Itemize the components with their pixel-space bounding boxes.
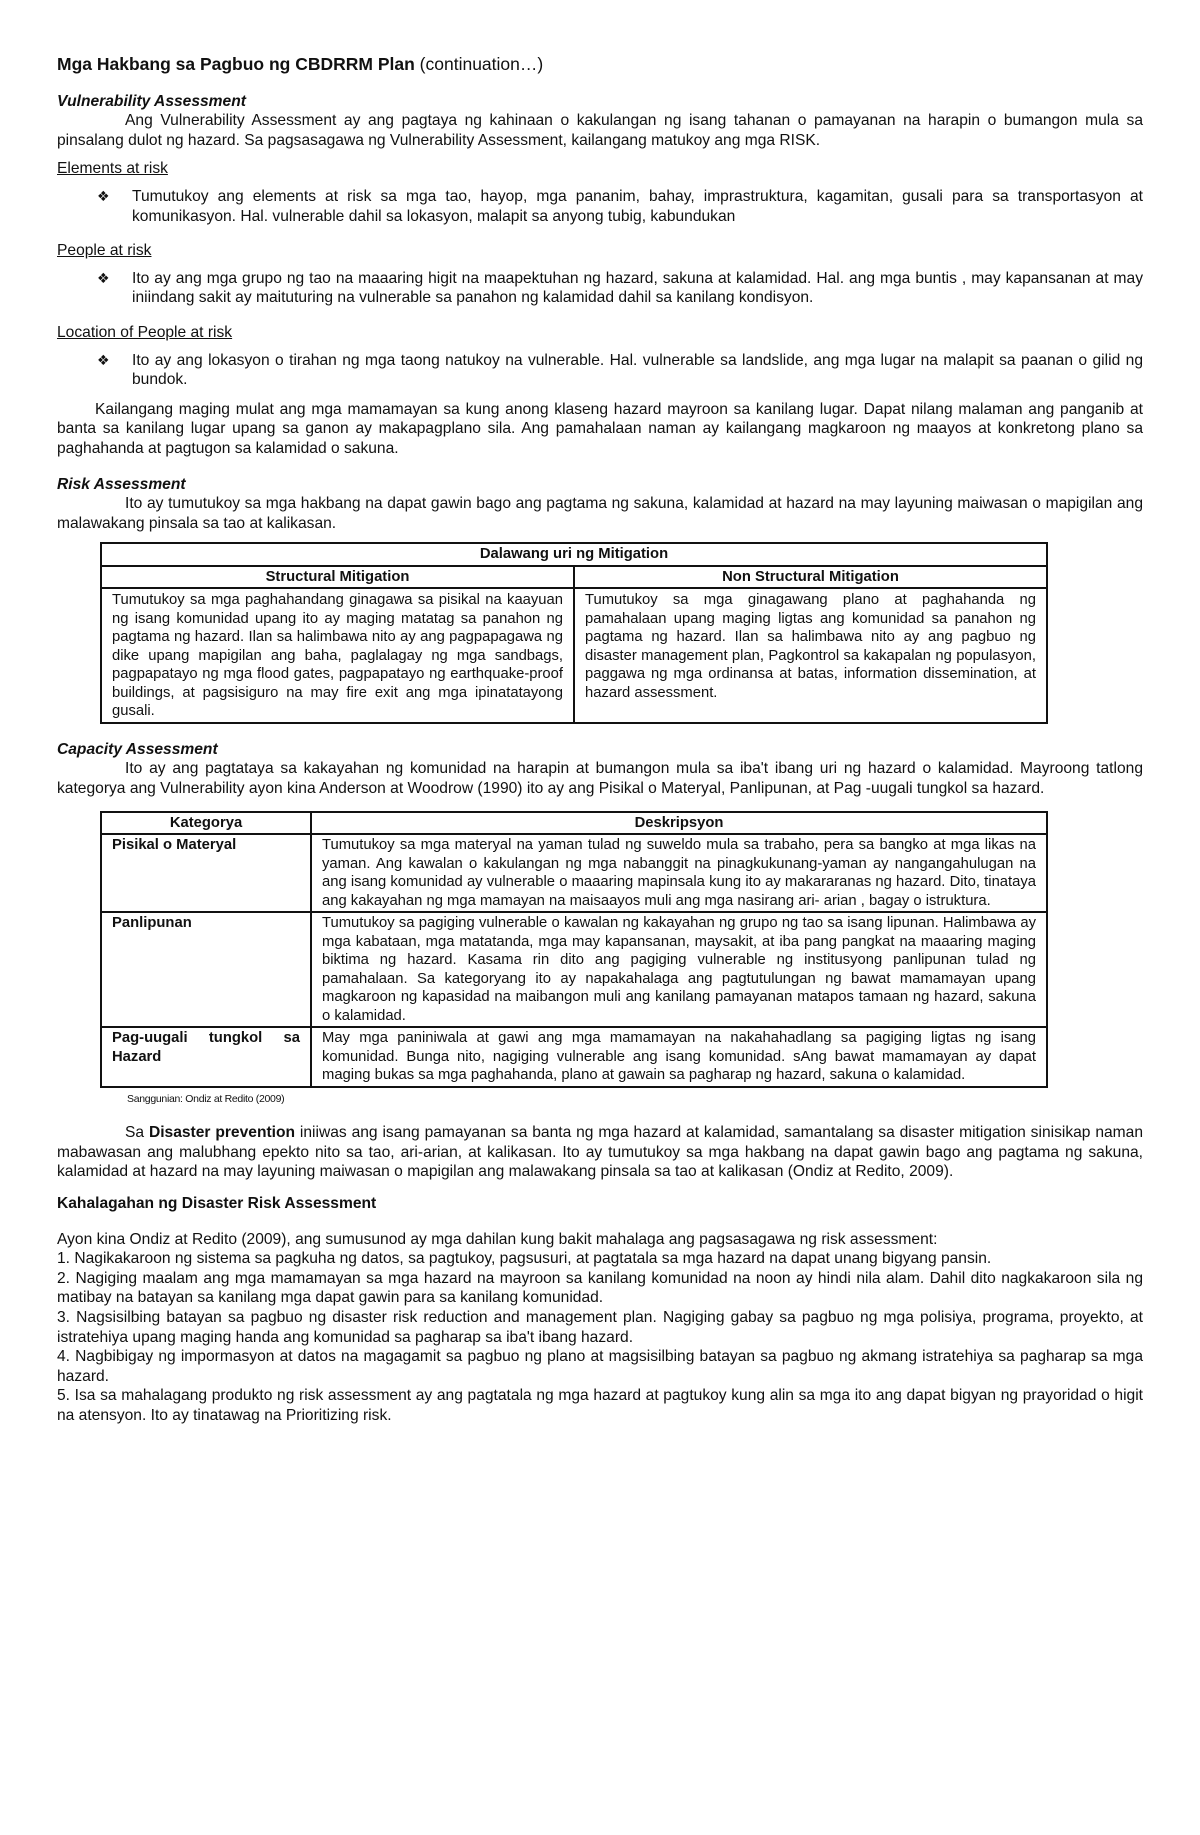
- non-structural-cell: Tumutukoy sa mga ginagawang plano at paghahanda ng pamahalaan upang maging ligtas ang komunidad sa panahon ng pagtama ng hazard. Ilan sa halimbawa nito ay ang pagbuo ng disaster management plan, Pagkontrol sa kakapalan ng populasyon, paggawa ng mga ordinansa at batas, information dissemination, at hazard assessment.: [574, 588, 1047, 723]
- importance-heading: Kahalagahan ng Disaster Risk Assessment: [57, 1194, 377, 1212]
- location-at-risk-bullet: [57, 351, 1143, 390]
- people-at-risk-text: Ito ay ang mga grupo ng tao na maaaring higit na maapektuhan ng hazard, sakuna at kalamidad. Hal. ang mga buntis , may kapansanan at may iniindang sakit ay maituturing na vulnerable sa panahon ng kalamidad dahil sa kanilang kondisyon.: [132, 269, 1143, 307]
- page-title: [57, 55, 1143, 75]
- prevention-post: iniiwas ang isang pamayanan sa banta ng mga hazard at kalamidad, samantalang sa disaster mitigation sinisikap naman mabawasan ang malubhang epekto nito sa tao, ari-arian, at kalikasan. Ito ay tumutukoy sa mga hakbang na dapat gawin bago ang pagtama ng sakuna, kalamidad at hazard na may layuning maiwasan o mapigilan ang malawakang pinsala sa tao at kalikasan (Ondiz at Redito, 2009).: [57, 1124, 1144, 1181]
- description-cell: Tumutukoy sa mga materyal na yaman tulad ng suweldo mula sa trabaho, pera sa bangko at mga likas na yaman. Ang kawalan o kakulangan ng mga nabanggit na pinagkukunang-yaman ay nangangahulugan na ang isang komunidad ay vulnerable o maaaring mapinsala kung ito ay makararanas ng hazard. Dito, tinataya ang kakayahan ng mga mamayan na maisaayos muli ang mga nasirang ari- arian , bagay o istruktura.: [311, 834, 1047, 912]
- table-source: Sanggunian: Ondiz at Redito (2009): [127, 1092, 285, 1105]
- elements-at-risk-text: Tumutukoy ang elements at risk sa mga tao, hayop, mga pananim, bahay, imprastruktura, kagamitan, gusali para sa transportasyon at komunikasyon. Hal. vulnerable dahil sa lokasyon, malapit sa anyong tubig, kabundukan: [132, 187, 1143, 225]
- structural-header: Structural Mitigation: [101, 566, 574, 589]
- elements-at-risk-bullet: [57, 187, 1143, 226]
- deskripsyon-header: Deskripsyon: [311, 812, 1047, 835]
- list-item: 5. Isa sa mahalagang produkto ng risk assessment ay ang pagtatala ng mga hazard at pagtukoy kung alin sa mga ito ang dapat bigyan ng prayoridad o higit na atensyon. Ito ay tinatawag na Prioritizing risk.: [57, 1387, 1143, 1424]
- mitigation-body-row: [101, 588, 1047, 723]
- category-cell: Pag-uugali tungkol sa Hazard: [101, 1027, 311, 1087]
- diamond-bullet-icon: ❖: [97, 269, 110, 286]
- table-row: [101, 912, 1047, 1027]
- description-cell: May mga paniniwala at gawi ang mga mamamayan na nakahahadlang sa pagiging ligtas ng isang komunidad. Bunga nito, nagiging vulnerable ang isang komunidad. sAng bawat mamamayan ay dapat maging bukas sa mga paghahanda, plano at gawain sa pagharap ng hazard, sakuna o kalamidad.: [311, 1027, 1047, 1087]
- risk-intro: Ito ay tumutukoy sa mga hakbang na dapat gawin bago ang pagtama ng sakuna, kalamidad at hazard na may layuning maiwasan o mapigilan ang malawakang pinsala sa tao at kalikasan.: [57, 495, 1143, 532]
- people-at-risk-bullet: [57, 269, 1143, 308]
- importance-list: [57, 1249, 1143, 1425]
- category-cell: Panlipunan: [101, 912, 311, 1027]
- page-title-rest: (continuation…): [414, 54, 544, 74]
- list-item: 3. Nagsisilbing batayan sa pagbuo ng disaster risk reduction and management plan. Nagiging gabay sa pagbuo ng mga polisiya, programa, proyekto, at istratehiya upang maging handa ang komunidad sa pagharap sa iba't ibang hazard.: [57, 1308, 1143, 1346]
- location-at-risk-label: Location of People at risk: [57, 323, 233, 341]
- prevention-paragraph: [57, 1123, 1143, 1182]
- table-row: [101, 1027, 1047, 1087]
- capacity-heading: Capacity Assessment: [57, 740, 218, 758]
- prevention-pre: Sa: [125, 1124, 149, 1142]
- mitigation-caption: Dalawang uri ng Mitigation: [101, 543, 1047, 566]
- vulnerability-closing: Kailangang maging mulat ang mga mamamayan sa kung anong klaseng hazard mayroon sa kanilang lugar. Dapat nilang malaman ang panganib at banta sa kanilang lugar upang sa ganon ay makapagplano sila. Ang pamahalaan naman ay kailangang magkaroon ng maayos at konkretong plano sa paghahanda at pagtugon sa kalamidad o sakuna.: [57, 400, 1143, 457]
- document-page: [57, 55, 1143, 1425]
- structural-cell: Tumutukoy sa mga paghahandang ginagawa sa pisikal na kaayuan ng isang komunidad upang ito ay maging matatag sa panahon ng pagtama ng hazard. Ilan sa halimbawa nito ay ang pagpapagawa ng dike upang mapigilan ang baha, paglalagay ng mga sandbags, pagpapatayo ng mga flood gates, pagpapatayo ng earthquake-proof buildings, at pagsisiguro na may fire exit ang mga ipinatatayong gusali.: [101, 588, 574, 723]
- description-cell: Tumutukoy sa pagiging vulnerable o kawalan ng kakayahan ng grupo ng tao sa isang lipunan. Halimbawa ay mga kabataan, mga matatanda, mga may kapansanan, maysakit, at iba pang pangkat na maaaring maging biktima ng hazard. Kasama rin dito ang pagiging vulnerable ng institusyong panlipunan tulad ng pamahalaan. Sa kategoryang ito ay napakahalaga ang pagtutulungan ng bawat mamamayan upang magkaroon ng kapasidad na maibangon muli ang kanilang pamayanan matapos tamaan ng hazard, sakuna o kalamidad.: [311, 912, 1047, 1027]
- vulnerability-intro: Ang Vulnerability Assessment ay ang pagtaya ng kahinaan o kakulangan ng isang tahanan o pamayanan na harapin o bumangon mula sa pinsalang dulot ng hazard. Sa pagsasagawa ng Vulnerability Assessment, kailangang matukoy ang mga RISK.: [57, 112, 1143, 149]
- mitigation-table: [100, 542, 1048, 724]
- people-at-risk-label: People at risk: [57, 242, 152, 260]
- capacity-intro: Ito ay ang pagtataya sa kakayahan ng komunidad na harapin at bumangon mula sa iba't ibang uri ng hazard o kalamidad. Mayroong tatlong kategorya ang Vulnerability ayon kina Anderson at Woodrow (1990) ito ay ang Pisikal o Materyal, Panlipunan, at Pag -uugali tungkol sa hazard.: [57, 760, 1143, 797]
- elements-at-risk-label: Elements at risk: [57, 160, 168, 178]
- capacity-table: [100, 811, 1048, 1088]
- list-item: 4. Nagbibigay ng impormasyon at datos na magagamit sa pagbuo ng plano at magsisilbing batayan sa pagbuo ng akmang istratehiya sa pagharap sa mga hazard.: [57, 1348, 1143, 1385]
- diamond-bullet-icon: ❖: [97, 187, 110, 204]
- importance-intro: Ayon kina Ondiz at Redito (2009), ang sumusunod ay mga dahilan kung bakit mahalaga ang pagsasagawa ng risk assessment:: [57, 1230, 938, 1248]
- mitigation-caption-row: [101, 543, 1047, 566]
- diamond-bullet-icon: ❖: [97, 351, 110, 368]
- mitigation-header-row: [101, 566, 1047, 589]
- location-at-risk-text: Ito ay ang lokasyon o tirahan ng mga taong natukoy na vulnerable. Hal. vulnerable sa landslide, ang mga lugar na malapit sa paanan o gilid ng bundok.: [132, 351, 1143, 389]
- risk-heading: Risk Assessment: [57, 475, 186, 493]
- prevention-bold: Disaster prevention: [148, 1124, 296, 1142]
- category-cell: Pisikal o Materyal: [101, 834, 311, 912]
- list-item: 2. Nagiging maalam ang mga mamamayan sa mga hazard na mayroon sa kanilang komunidad na noon ay hindi nila alam. Dahil dito nagkakaroon sila ng matibay na batayan sa kanilang mga dapat gawin para sa kanilang komunidad.: [57, 1269, 1143, 1307]
- list-item: 1. Nagikakaroon ng sistema sa pagkuha ng datos, sa pagtukoy, pagsusuri, at pagtatala sa mga hazard na dapat unang bigyang pansin.: [57, 1250, 992, 1268]
- non-structural-header: Non Structural Mitigation: [574, 566, 1047, 589]
- vulnerability-heading: Vulnerability Assessment: [57, 92, 246, 110]
- kategorya-header: Kategorya: [101, 812, 311, 835]
- page-title-bold: Mga Hakbang sa Pagbuo ng CBDRRM Plan: [57, 54, 415, 74]
- table-row: [101, 834, 1047, 912]
- capacity-header-row: [101, 812, 1047, 835]
